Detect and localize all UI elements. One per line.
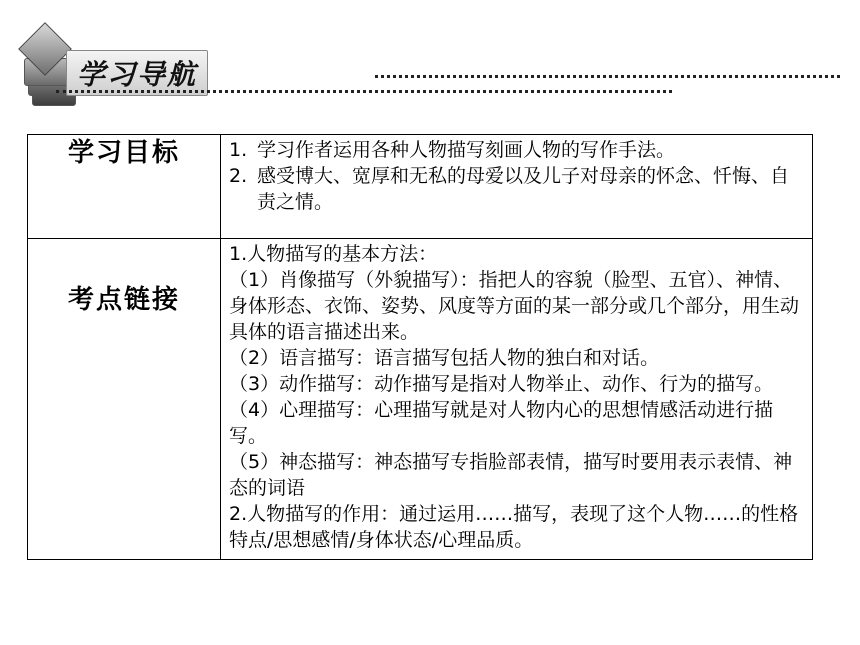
section-title: 学习导航 bbox=[66, 50, 208, 96]
goal-text: 学习作者运用各种人物描写刻画人物的写作手法。 bbox=[257, 139, 676, 161]
section-header bbox=[14, 20, 854, 120]
table-row-goals bbox=[28, 135, 813, 239]
dotted-divider-top bbox=[375, 75, 840, 78]
key-point-line: 2.人物描写的作用：通过运用……描写，表现了这个人物……的性格特点/思想感情/身体状态/心理品质。 bbox=[229, 503, 799, 551]
row-label bbox=[28, 135, 221, 239]
row-label-text: 考点链接 bbox=[67, 285, 180, 315]
goal-item bbox=[229, 137, 806, 163]
key-point-line: （4）心理描写：心理描写就是对人物内心的思想情感活动进行描写。 bbox=[229, 399, 774, 447]
key-points-cell bbox=[221, 239, 813, 560]
dotted-divider-bottom bbox=[56, 90, 672, 93]
key-point-line: （5）神态描写：神态描写专指脸部表情，描写时要用表示表情、神态的词语 bbox=[229, 451, 793, 499]
key-point-line: （2）语言描写：语言描写包括人物的独白和对话。 bbox=[229, 347, 660, 369]
goal-number: 2. bbox=[229, 165, 248, 187]
key-point-line: 1.人物描写的基本方法： bbox=[229, 243, 438, 265]
key-point-line: （3）动作描写：动作描写是指对人物举止、动作、行为的描写。 bbox=[229, 373, 774, 395]
goals-cell bbox=[221, 135, 813, 239]
row-label bbox=[28, 239, 221, 560]
goal-text: 感受博大、宽厚和无私的母爱以及儿子对母亲的怀念、忏悔、自责之情。 bbox=[257, 165, 790, 213]
table-row-key-points bbox=[28, 239, 813, 560]
key-point-line: （1）肖像描写（外貌描写）：指把人的容貌（脸型、五官）、神情、身体形态、衣饰、姿势、风度等方面的某一部分或几个部分，用生动具体的语言描述出来。 bbox=[229, 269, 800, 343]
study-guide-table bbox=[27, 134, 813, 560]
goal-item bbox=[229, 163, 806, 215]
goal-number: 1. bbox=[229, 139, 248, 161]
row-label-text: 学习目标 bbox=[67, 138, 180, 168]
